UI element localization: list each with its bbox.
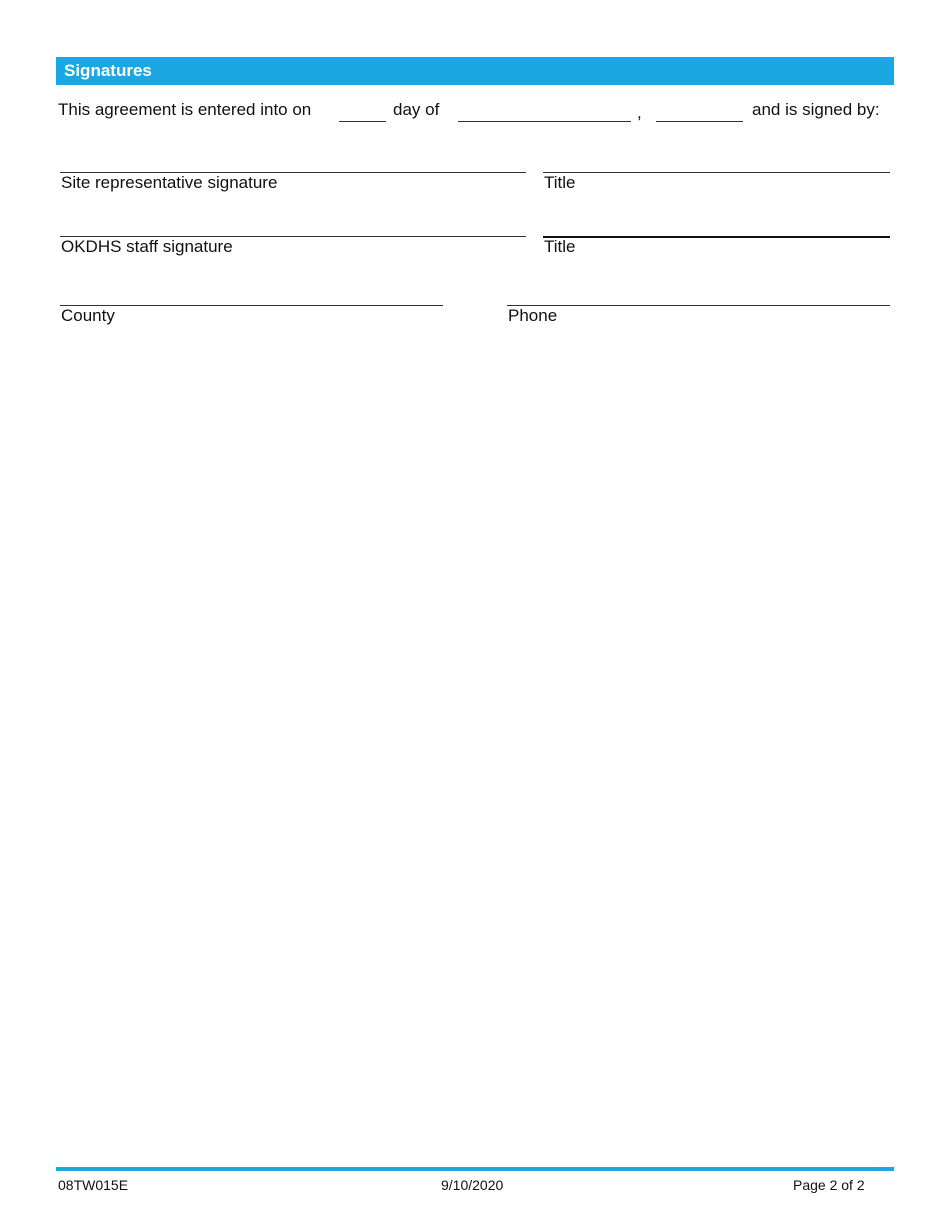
staff-title-label: Title — [544, 237, 576, 256]
day-blank-field[interactable] — [339, 121, 386, 122]
site-rep-title-label: Title — [544, 173, 576, 192]
footer-rule — [56, 1167, 894, 1171]
site-rep-signature-label: Site representative signature — [61, 173, 278, 192]
page-number: Page 2 of 2 — [793, 1177, 865, 1193]
staff-title-line[interactable] — [543, 236, 890, 238]
site-rep-title-line[interactable] — [543, 172, 890, 173]
footer-date: 9/10/2020 — [441, 1177, 504, 1193]
section-header-signatures — [56, 57, 894, 85]
year-blank-field[interactable] — [656, 121, 743, 122]
form-number: 08TW015E — [58, 1177, 129, 1193]
phone-label: Phone — [508, 306, 558, 325]
comma-text: , — [637, 103, 642, 122]
agreement-suffix-text: and is signed by: — [752, 100, 880, 119]
county-label: County — [61, 306, 115, 325]
agreement-prefix-text: This agreement is entered into on — [58, 100, 312, 119]
section-title: Signatures — [64, 61, 152, 80]
staff-signature-label: OKDHS staff signature — [61, 237, 233, 256]
day-of-text: day of — [393, 100, 440, 119]
phone-line[interactable] — [507, 305, 890, 306]
month-blank-field[interactable] — [458, 121, 631, 122]
county-line[interactable] — [60, 305, 443, 306]
